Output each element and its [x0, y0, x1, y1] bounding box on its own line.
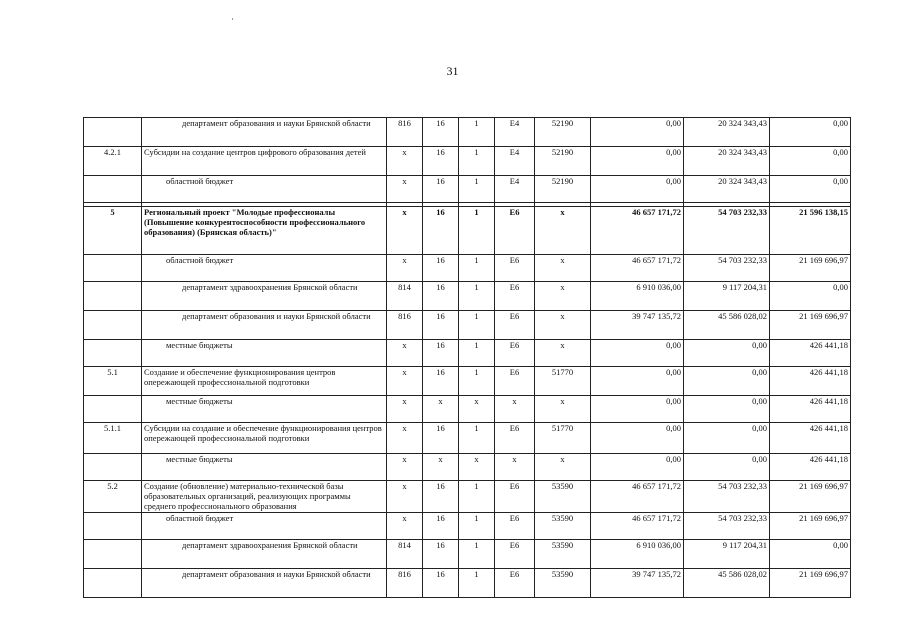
direction-code: х [535, 340, 591, 367]
om-code: Е6 [495, 367, 535, 396]
amount-year-2: 9 117 204,31 [684, 540, 770, 569]
amount-year-2: 20 324 343,43 [684, 176, 770, 203]
pgp-code: 1 [459, 255, 495, 282]
row-number [84, 176, 142, 203]
direction-code: 53590 [535, 481, 591, 513]
table-row [84, 454, 851, 481]
gp-code: 16 [423, 311, 459, 340]
pgp-code: 1 [459, 513, 495, 540]
amount-year-2: 0,00 [684, 454, 770, 481]
direction-code: 53590 [535, 569, 591, 598]
amount-year-1: 6 910 036,00 [591, 540, 684, 569]
amount-year-1: 0,00 [591, 454, 684, 481]
amount-year-2: 0,00 [684, 340, 770, 367]
amount-year-1: 0,00 [591, 147, 684, 176]
om-code: Е6 [495, 513, 535, 540]
direction-code: х [535, 207, 591, 255]
table-row [84, 569, 851, 598]
row-number: 5.2 [84, 481, 142, 513]
row-number [84, 513, 142, 540]
direction-code: 52190 [535, 176, 591, 203]
direction-code: 52190 [535, 118, 591, 147]
direction-code: х [535, 454, 591, 481]
row-name: Субсидии на создание и обеспечение функционирования центров опережающей профессиональной подготовки [142, 423, 387, 454]
amount-year-1: 0,00 [591, 340, 684, 367]
om-code: Е6 [495, 255, 535, 282]
row-name: Субсидии на создание центров цифрового образования детей [142, 147, 387, 176]
grbs-code: х [387, 367, 423, 396]
amount-year-2: 45 586 028,02 [684, 569, 770, 598]
amount-year-3: 21 596 138,15 [770, 207, 851, 255]
row-number [84, 118, 142, 147]
om-code: Е6 [495, 207, 535, 255]
gp-code: 16 [423, 423, 459, 454]
grbs-code: 816 [387, 569, 423, 598]
grbs-code: х [387, 513, 423, 540]
amount-year-2: 0,00 [684, 423, 770, 454]
gp-code: 16 [423, 540, 459, 569]
pgp-code: 1 [459, 569, 495, 598]
direction-code: 52190 [535, 147, 591, 176]
gp-code: 16 [423, 147, 459, 176]
row-name: Создание и обеспечение функционирования центров опережающей профессиональной подготовки [142, 367, 387, 396]
grbs-code: 816 [387, 311, 423, 340]
table-row [84, 207, 851, 255]
om-code: х [495, 396, 535, 423]
om-code: Е6 [495, 423, 535, 454]
row-number [84, 454, 142, 481]
amount-year-3: 426 441,18 [770, 367, 851, 396]
amount-year-2: 54 703 232,33 [684, 481, 770, 513]
row-name: департамент здравоохранения Брянской области [142, 282, 387, 311]
grbs-code: 814 [387, 540, 423, 569]
pgp-code: 1 [459, 118, 495, 147]
amount-year-2: 0,00 [684, 367, 770, 396]
amount-year-1: 0,00 [591, 176, 684, 203]
amount-year-2: 54 703 232,33 [684, 207, 770, 255]
table-row [84, 423, 851, 454]
amount-year-3: 0,00 [770, 282, 851, 311]
amount-year-3: 21 169 696,97 [770, 255, 851, 282]
om-code: Е6 [495, 569, 535, 598]
pgp-code: 1 [459, 147, 495, 176]
amount-year-3: 426 441,18 [770, 454, 851, 481]
amount-year-2: 20 324 343,43 [684, 118, 770, 147]
row-name: местные бюджеты [142, 340, 387, 367]
row-name: местные бюджеты [142, 396, 387, 423]
amount-year-3: 426 441,18 [770, 396, 851, 423]
pgp-code: 1 [459, 481, 495, 513]
amount-year-2: 45 586 028,02 [684, 311, 770, 340]
direction-code: 53590 [535, 513, 591, 540]
om-code: Е4 [495, 118, 535, 147]
pgp-code: 1 [459, 423, 495, 454]
om-code: Е6 [495, 540, 535, 569]
pgp-code: 1 [459, 282, 495, 311]
amount-year-1: 0,00 [591, 396, 684, 423]
grbs-code: х [387, 207, 423, 255]
om-code: Е6 [495, 340, 535, 367]
pgp-code: 1 [459, 540, 495, 569]
amount-year-1: 39 747 135,72 [591, 569, 684, 598]
grbs-code: 814 [387, 282, 423, 311]
gp-code: 16 [423, 118, 459, 147]
row-number: 4.2.1 [84, 147, 142, 176]
direction-code: х [535, 311, 591, 340]
row-number [84, 540, 142, 569]
om-code: Е6 [495, 282, 535, 311]
row-number [84, 569, 142, 598]
row-number: 5 [84, 207, 142, 255]
row-name: департамент образования и науки Брянской области [142, 118, 387, 147]
pgp-code: 1 [459, 176, 495, 203]
om-code: Е4 [495, 176, 535, 203]
row-name: областной бюджет [142, 255, 387, 282]
amount-year-2: 0,00 [684, 396, 770, 423]
row-name: областной бюджет [142, 513, 387, 540]
table-row [84, 340, 851, 367]
page-number: 31 [446, 64, 459, 78]
grbs-code: х [387, 176, 423, 203]
direction-code: х [535, 396, 591, 423]
gp-code: 16 [423, 569, 459, 598]
amount-year-3: 21 169 696,97 [770, 513, 851, 540]
table-row [84, 255, 851, 282]
amount-year-1: 46 657 171,72 [591, 481, 684, 513]
direction-code: 53590 [535, 540, 591, 569]
row-number: 5.1 [84, 367, 142, 396]
gp-code: 16 [423, 255, 459, 282]
row-number: 5.1.1 [84, 423, 142, 454]
gp-code: х [423, 454, 459, 481]
amount-year-1: 46 657 171,72 [591, 513, 684, 540]
om-code: х [495, 454, 535, 481]
amount-year-1: 6 910 036,00 [591, 282, 684, 311]
amount-year-3: 21 169 696,97 [770, 569, 851, 598]
row-name: местные бюджеты [142, 454, 387, 481]
pgp-code: х [459, 454, 495, 481]
om-code: Е4 [495, 147, 535, 176]
amount-year-3: 0,00 [770, 540, 851, 569]
gp-code: 16 [423, 340, 459, 367]
table-row [84, 176, 851, 203]
grbs-code: х [387, 454, 423, 481]
grbs-code: х [387, 481, 423, 513]
budget-table [83, 117, 851, 598]
pgp-code: 1 [459, 311, 495, 340]
amount-year-3: 0,00 [770, 147, 851, 176]
grbs-code: х [387, 423, 423, 454]
row-name: Региональный проект "Молодые профессионалы (Повышение конкурентоспособности профессионального образования) (Брянская область)" [142, 207, 387, 255]
amount-year-2: 9 117 204,31 [684, 282, 770, 311]
gp-code: 16 [423, 367, 459, 396]
table-row [84, 147, 851, 176]
table-row [84, 311, 851, 340]
grbs-code: х [387, 147, 423, 176]
table-row [84, 118, 851, 147]
direction-code: 51770 [535, 423, 591, 454]
gp-code: 16 [423, 207, 459, 255]
row-number [84, 282, 142, 311]
grbs-code: х [387, 255, 423, 282]
table-row [84, 513, 851, 540]
amount-year-1: 0,00 [591, 423, 684, 454]
amount-year-3: 0,00 [770, 118, 851, 147]
row-number [84, 340, 142, 367]
amount-year-2: 20 324 343,43 [684, 147, 770, 176]
gp-code: х [423, 396, 459, 423]
amount-year-3: 21 169 696,97 [770, 481, 851, 513]
direction-code: х [535, 255, 591, 282]
row-name: областной бюджет [142, 176, 387, 203]
scan-mark [232, 18, 233, 20]
om-code: Е6 [495, 311, 535, 340]
row-number [84, 255, 142, 282]
gp-code: 16 [423, 513, 459, 540]
row-name: департамент образования и науки Брянской области [142, 311, 387, 340]
amount-year-1: 39 747 135,72 [591, 311, 684, 340]
table-row [84, 481, 851, 513]
row-name: Создание (обновление) материально-технической базы образовательных организаций, реализующих программы среднего профессионального образования [142, 481, 387, 513]
amount-year-2: 54 703 232,33 [684, 255, 770, 282]
amount-year-3: 21 169 696,97 [770, 311, 851, 340]
gp-code: 16 [423, 282, 459, 311]
pgp-code: 1 [459, 340, 495, 367]
pgp-code: 1 [459, 367, 495, 396]
amount-year-1: 46 657 171,72 [591, 255, 684, 282]
row-number [84, 396, 142, 423]
row-number [84, 311, 142, 340]
amount-year-3: 0,00 [770, 176, 851, 203]
gp-code: 16 [423, 481, 459, 513]
gp-code: 16 [423, 176, 459, 203]
grbs-code: х [387, 396, 423, 423]
amount-year-2: 54 703 232,33 [684, 513, 770, 540]
pgp-code: х [459, 396, 495, 423]
amount-year-3: 426 441,18 [770, 423, 851, 454]
direction-code: х [535, 282, 591, 311]
grbs-code: х [387, 340, 423, 367]
amount-year-1: 0,00 [591, 367, 684, 396]
om-code: Е6 [495, 481, 535, 513]
table-row [84, 396, 851, 423]
direction-code: 51770 [535, 367, 591, 396]
grbs-code: 816 [387, 118, 423, 147]
table-row [84, 540, 851, 569]
pgp-code: 1 [459, 207, 495, 255]
table-row [84, 282, 851, 311]
amount-year-1: 0,00 [591, 118, 684, 147]
amount-year-1: 46 657 171,72 [591, 207, 684, 255]
row-name: департамент здравоохранения Брянской области [142, 540, 387, 569]
row-name: департамент образования и науки Брянской области [142, 569, 387, 598]
table-row [84, 367, 851, 396]
amount-year-3: 426 441,18 [770, 340, 851, 367]
